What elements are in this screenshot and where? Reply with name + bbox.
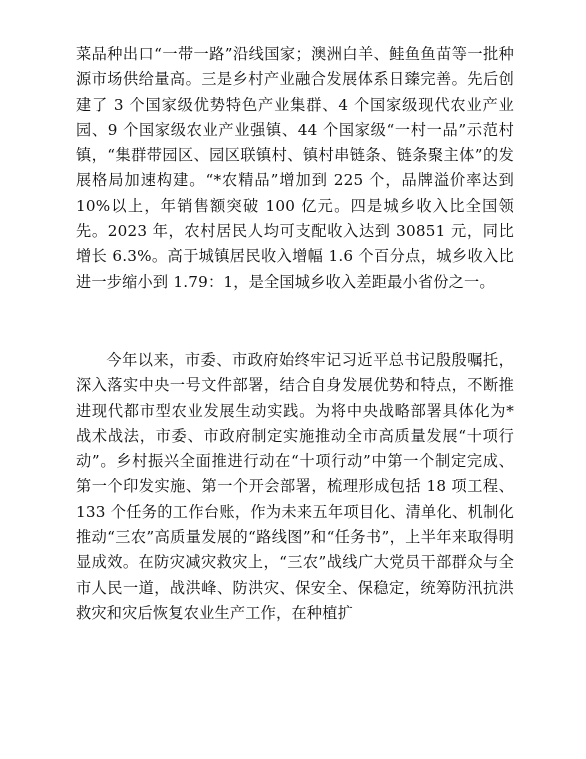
paragraph-rural-industry-results: 菜品种出口“一带一路”沿线国家；澳洲白羊、鲑鱼鱼苗等一批种源市场供给量高。三是乡村产业融合发展体系日臻完善。先后创建了 3 个国家级优势特色产业集群、4 个国家级现代农业产业园、9 个国家级农业产业强镇、44 个国家级“一村一品”示范村镇，“集群带园区、园区联镇村、镇村串链条、链条聚主体”的发展格局加速构建。“*农精品”增加到 225 个，品牌溢价率达到 10%以上，年销售额突破 100 亿元。四是城乡收入比全国领先。2023 年，农村居民人均可支配收入达到 30851 元，同比增长 6.3%。高于城镇居民收入增幅 1.6 个百分点，城乡收入比进一步缩小到 1.79：1，是全国城乡收入差距最小省份之一。 [76, 45, 514, 291]
paragraph-municipal-actions: 今年以来，市委、市政府始终牢记习近平总书记殷殷嘱托，深入落实中央一号文件部署，结合自身发展优势和特点，不断推进现代都市型农业发展生动实践。为将中央战略部署具体化为*战术战法，市委、市政府制定实施推动全市高质量发展“十项行动”。乡村振兴全面推进行动在“十项行动”中第一个制定完成、第一个印发实施、第一个开会部署，梳理形成包括 18 项工程、133 个任务的工作台账，作为未来五年项目化、清单化、机制化推动“三农”高质量发展的“路线图”和“任务书”，上半年来取得明显成效。在防灾减灾救灾上，“三农”战线广大党员干部群众与全市人民一道，战洪峰、防洪灾、保安全、保稳定，统筹防汛抗洪救灾和灾后恢复农业生产工作，在种植扩 [76, 351, 514, 622]
